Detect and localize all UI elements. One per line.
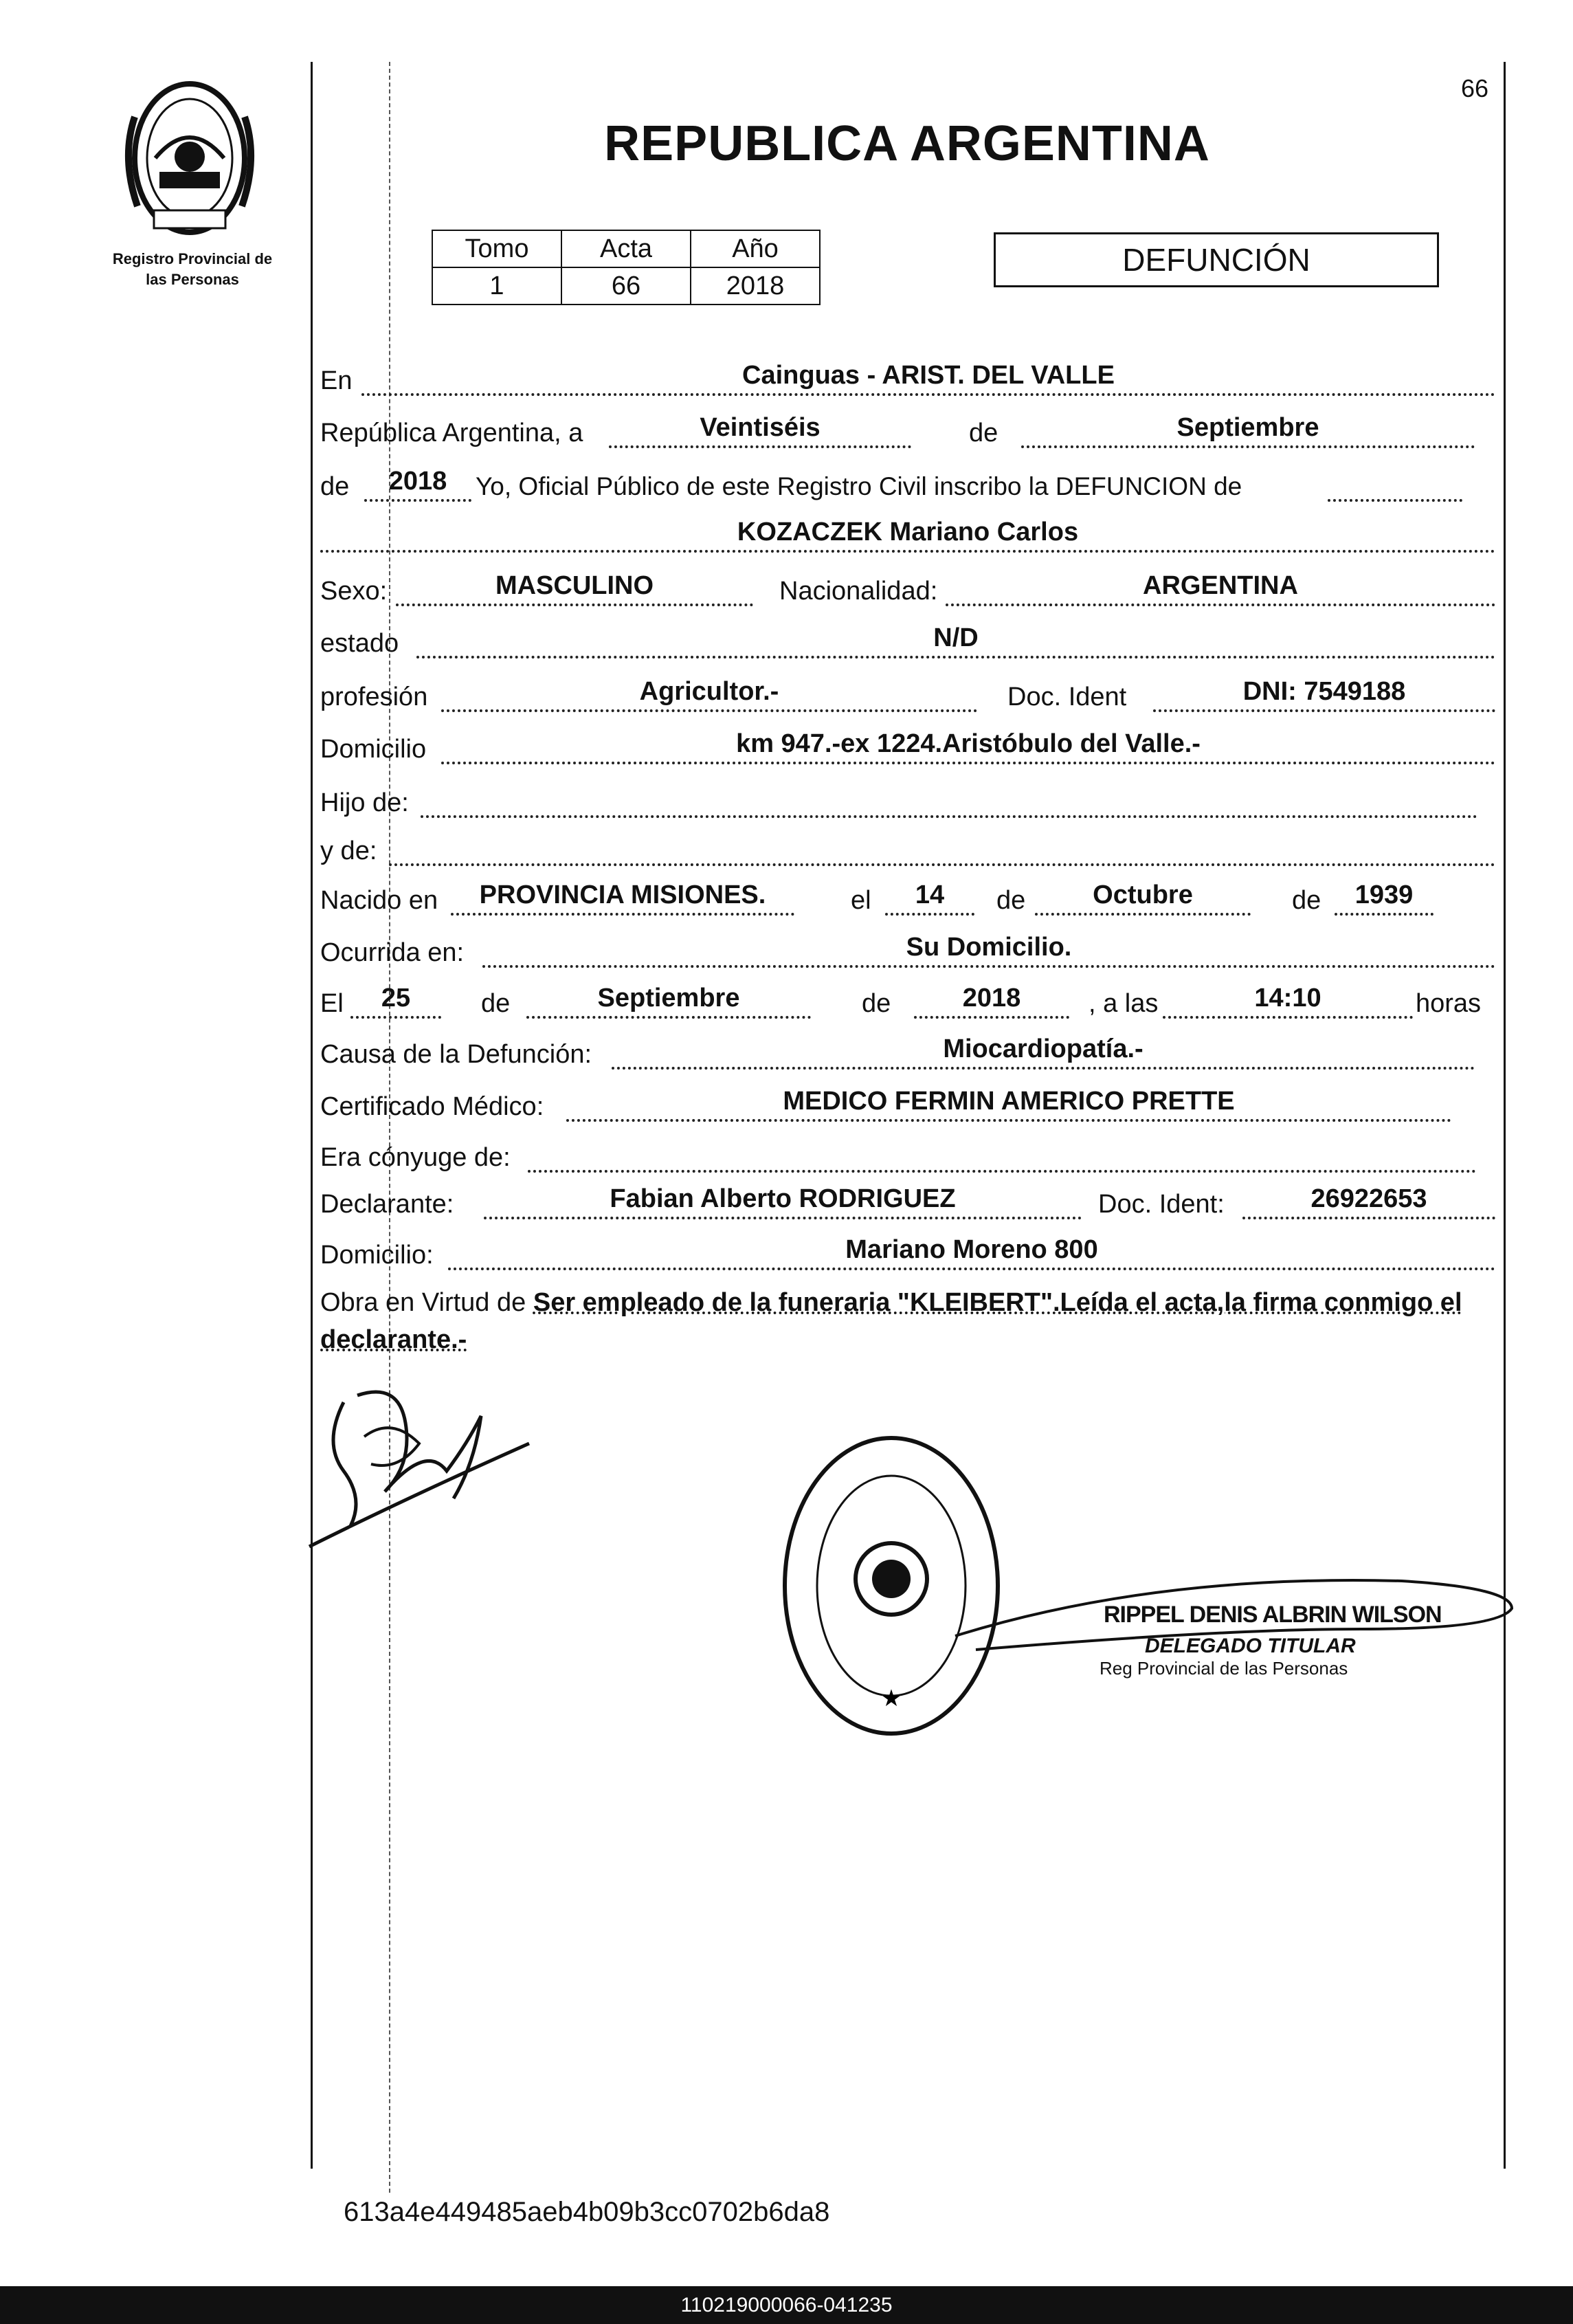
page-title: REPUBLICA ARGENTINA	[604, 116, 1210, 171]
nacionalidad-label: Nacionalidad:	[779, 577, 938, 606]
row-republica	[320, 412, 1499, 454]
nacido-lugar-field: PROVINCIA MISIONES.	[451, 880, 794, 916]
conyuge-label: Era cónyuge de:	[320, 1143, 511, 1172]
decl-doc-field: 26922653	[1242, 1184, 1495, 1219]
registry-caption-line1: Registro Provincial de	[112, 250, 273, 267]
def-anio-field: 2018	[914, 983, 1069, 1019]
official-name: RIPPEL DENIS ALBRIN WILSON	[1104, 1602, 1442, 1628]
row-domicilio	[320, 729, 1499, 770]
row-year	[320, 466, 1499, 507]
year-field: 2018	[364, 466, 471, 502]
nacido-mes-field: Octubre	[1035, 880, 1251, 916]
en-field: Cainguas - ARIST. DEL VALLE	[361, 360, 1495, 396]
register-table-header-row	[432, 230, 820, 267]
row-profesion	[320, 676, 1499, 718]
def-de1-label: de	[481, 989, 511, 1018]
de-label: de	[969, 419, 999, 447]
document-hash: 613a4e449485aeb4b09b3cc0702b6da8	[344, 2197, 830, 2227]
def-hora-field: 14:10	[1163, 983, 1413, 1019]
doc-ident-field: DNI: 7549188	[1153, 676, 1495, 712]
official-org: Reg Provincial de las Personas	[1100, 1658, 1348, 1679]
row-declarante	[320, 1184, 1499, 1225]
row-certificado	[320, 1086, 1499, 1127]
barcode-text: 110219000066-041235	[680, 2294, 893, 2316]
deceased-name-field: KOZACZEK Mariano Carlos	[320, 517, 1495, 553]
certificado-label: Certificado Médico:	[320, 1092, 544, 1121]
record-type-box: DEFUNCIÓN	[994, 232, 1439, 287]
sexo-label: Sexo:	[320, 577, 388, 606]
tomo-value: 1	[432, 267, 561, 305]
month-field: Septiembre	[1021, 412, 1475, 448]
republica-label: República Argentina, a	[320, 419, 583, 447]
svg-text:★: ★	[880, 1685, 902, 1712]
domicilio-label: Domicilio	[320, 735, 427, 764]
profesion-field: Agricultor.-	[441, 676, 977, 712]
yo-blank-field	[1328, 466, 1462, 502]
acta-header: Acta	[561, 230, 691, 267]
row-estado	[320, 623, 1499, 664]
row-ocurrida	[320, 932, 1499, 973]
estado-field: N/D	[416, 623, 1495, 659]
nacido-dia-field: 14	[885, 880, 974, 916]
obra-label: Obra en Virtud de	[320, 1288, 526, 1317]
footer-bar	[0, 2286, 1573, 2324]
row-hijo-de	[320, 782, 1499, 823]
declarant-signature-icon	[295, 1361, 543, 1567]
profesion-label: profesión	[320, 683, 428, 711]
conyuge-field	[528, 1137, 1476, 1173]
declarante-label: Declarante:	[320, 1190, 454, 1219]
decl-doc-label: Doc. Ident:	[1098, 1190, 1225, 1219]
estado-label: estado	[320, 629, 399, 658]
row-y-de	[320, 830, 1499, 872]
acta-value: 66	[561, 267, 691, 305]
def-mes-field: Septiembre	[526, 983, 811, 1019]
row-domicilio-declarante	[320, 1235, 1499, 1276]
row-nacido	[320, 880, 1499, 921]
nacido-label: Nacido en	[320, 886, 438, 915]
horas-label: horas	[1416, 989, 1482, 1018]
register-table	[432, 230, 821, 305]
year-de-label: de	[320, 472, 350, 501]
domicilio2-field: Mariano Moreno 800	[448, 1235, 1495, 1270]
row-fecha-defuncion	[320, 983, 1499, 1024]
obra-paragraph	[320, 1284, 1499, 1358]
day-words-field: Veintiséis	[609, 412, 911, 448]
anio-header: Año	[691, 230, 820, 267]
right-margin-line	[1504, 62, 1506, 2169]
row-en	[320, 360, 1499, 401]
a-las-label: , a las	[1089, 989, 1159, 1018]
obra-text: Ser empleado de la funeraria "KLEIBERT".Leída el acta,la firma conmigo el declarante.-	[320, 1288, 1462, 1354]
certificado-field: MEDICO FERMIN AMERICO PRETTE	[566, 1086, 1451, 1122]
y-de-field	[389, 830, 1495, 866]
anio-value: 2018	[691, 267, 820, 305]
doc-ident-label: Doc. Ident	[1007, 683, 1127, 711]
nacido-anio-field: 1939	[1335, 880, 1433, 916]
nacido-de2-label: de	[1292, 886, 1321, 915]
en-label: En	[320, 366, 353, 395]
ocurrida-label: Ocurrida en:	[320, 938, 465, 967]
yo-text: Yo, Oficial Público de este Registro Civil inscribo la DEFUNCION de	[476, 472, 1242, 500]
row-causa	[320, 1034, 1499, 1075]
register-table-value-row	[432, 267, 820, 305]
left-margin-line	[311, 62, 313, 2169]
declarante-field: Fabian Alberto RODRIGUEZ	[484, 1184, 1082, 1219]
nacido-de1-label: de	[996, 886, 1026, 915]
domicilio2-label: Domicilio:	[320, 1241, 434, 1270]
row-conyuge	[320, 1137, 1499, 1178]
causa-label: Causa de la Defunción:	[320, 1040, 592, 1069]
registry-caption	[82, 249, 302, 290]
nacido-el-label: el	[851, 886, 871, 915]
domicilio-field: km 947.-ex 1224.Aristóbulo del Valle.-	[441, 729, 1495, 764]
y-de-label: y de:	[320, 837, 377, 865]
el2-label: El	[320, 989, 344, 1018]
ocurrida-field: Su Domicilio.	[482, 932, 1495, 968]
registry-caption-line2: las Personas	[146, 271, 239, 288]
official-role: DELEGADO TITULAR	[1145, 1635, 1356, 1657]
page-number: 66	[1461, 74, 1489, 102]
province-logo-icon	[121, 76, 258, 241]
tomo-header: Tomo	[432, 230, 561, 267]
row-sexo	[320, 571, 1499, 612]
causa-field: Miocardiopatía.-	[612, 1034, 1475, 1070]
sexo-field: MASCULINO	[396, 571, 753, 606]
def-de2-label: de	[862, 989, 891, 1018]
hijo-de-field	[421, 782, 1477, 818]
def-dia-field: 25	[350, 983, 441, 1019]
hijo-de-label: Hijo de:	[320, 788, 409, 817]
nacionalidad-field: ARGENTINA	[946, 571, 1495, 606]
row-deceased	[320, 517, 1499, 558]
